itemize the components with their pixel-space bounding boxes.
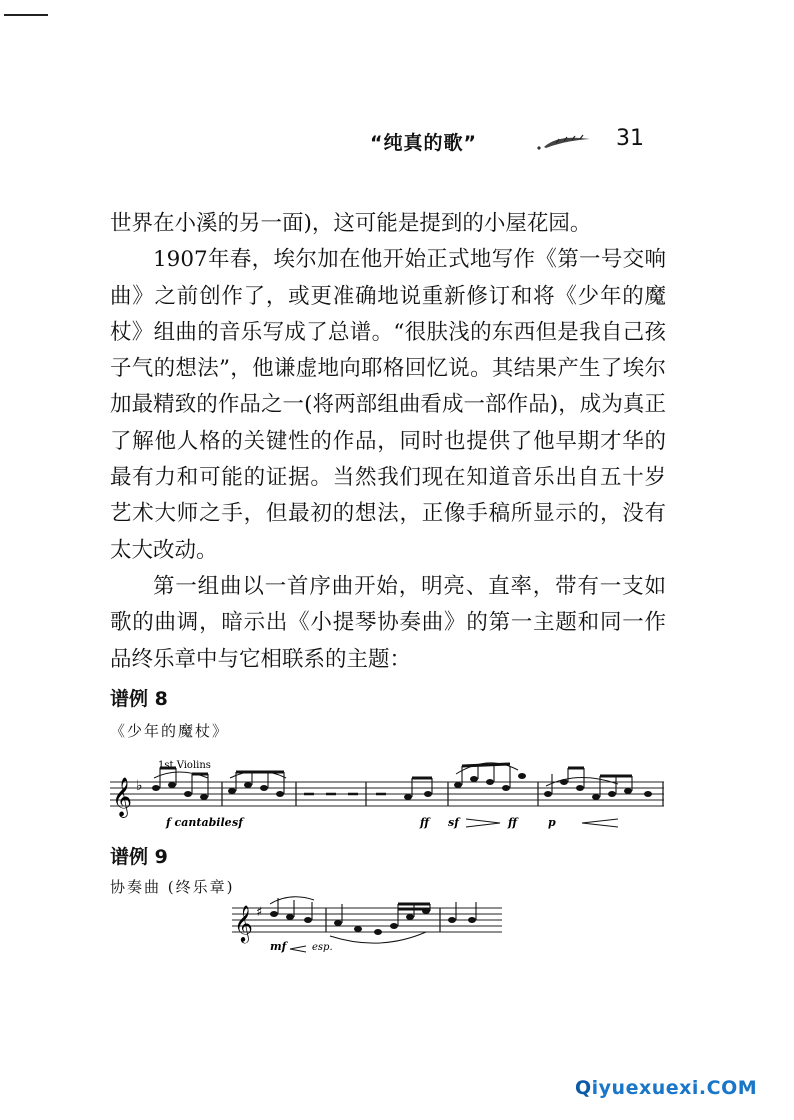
running-header	[370, 124, 670, 158]
dynamic-mf: mf	[270, 940, 287, 953]
hairpin-icon	[290, 946, 306, 952]
key-signature-icon: ♭	[136, 778, 143, 794]
page-number: 31	[616, 126, 644, 151]
dynamic-sf: sf	[232, 816, 243, 829]
corner-rule	[4, 14, 48, 16]
dynamic-sf: sf	[448, 816, 459, 829]
site-watermark	[575, 1077, 757, 1099]
watermark-prefix: Q	[575, 1077, 592, 1099]
paragraph-2: 1907年春，埃尔加在他开始正式地写作《第一号交响曲》之前创作了，或更准确地说重新修订和将《少年的魔杖》组曲的音乐写成了总谱。“很肤浅的东西但是我自己孩子气的想法”，他谦虚地向耶格回忆说。其结果产生了埃尔加最精致的作品之一(将两部组曲看成一部作品)，成为真正了解他人格的关键性的作品，同时也提供了他早期才华的最有力和可能的证据。当然我们现在知道音乐出自五十岁艺术大师之手，但最初的想法，正像手稿所显示的，没有太大改动。	[110, 247, 666, 563]
paragraph-1: 世界在小溪的另一面)，这可能是提到的小屋花园。	[110, 211, 592, 236]
example-8-caption: 《少年的魔杖》	[110, 722, 230, 740]
paragraph-3: 第一组曲以一首序曲开始，明亮、直率，带有一支如歌的曲调，暗示出《小提琴协奏曲》的第一主题和同一作品终乐章中与它相联系的主题：	[110, 573, 666, 672]
music-score-example-9	[230, 892, 506, 958]
noteheads	[270, 908, 476, 935]
key-signature-icon: ♯	[256, 905, 263, 920]
noteheads	[152, 773, 652, 800]
running-title: “纯真的歌”	[370, 132, 477, 154]
score-part-label: 1st Violins	[158, 760, 211, 771]
expression-esp: esp.	[312, 942, 333, 953]
header-ornament-icon	[536, 130, 592, 152]
dynamic-p: p	[548, 816, 556, 829]
treble-clef-icon: 𝄞	[112, 777, 133, 817]
example-9-caption: 协奏曲 (终乐章)	[110, 878, 235, 896]
dynamic-ff: ff	[420, 816, 430, 829]
slurs	[154, 763, 618, 786]
hairpin-icon	[466, 819, 500, 827]
example-8-heading: 谱例 8	[110, 688, 168, 710]
music-score-example-8	[108, 756, 668, 838]
dynamic-ff: ff	[508, 816, 518, 829]
body-text	[110, 206, 666, 678]
watermark-text: iyuexuexi.COM	[591, 1077, 758, 1099]
beams	[160, 764, 632, 778]
hairpin-icon	[582, 819, 618, 827]
treble-clef-icon: 𝄞	[234, 904, 253, 942]
example-9-heading: 谱例 9	[110, 846, 168, 868]
dynamic-f-cantabile: f cantabile	[166, 816, 232, 829]
